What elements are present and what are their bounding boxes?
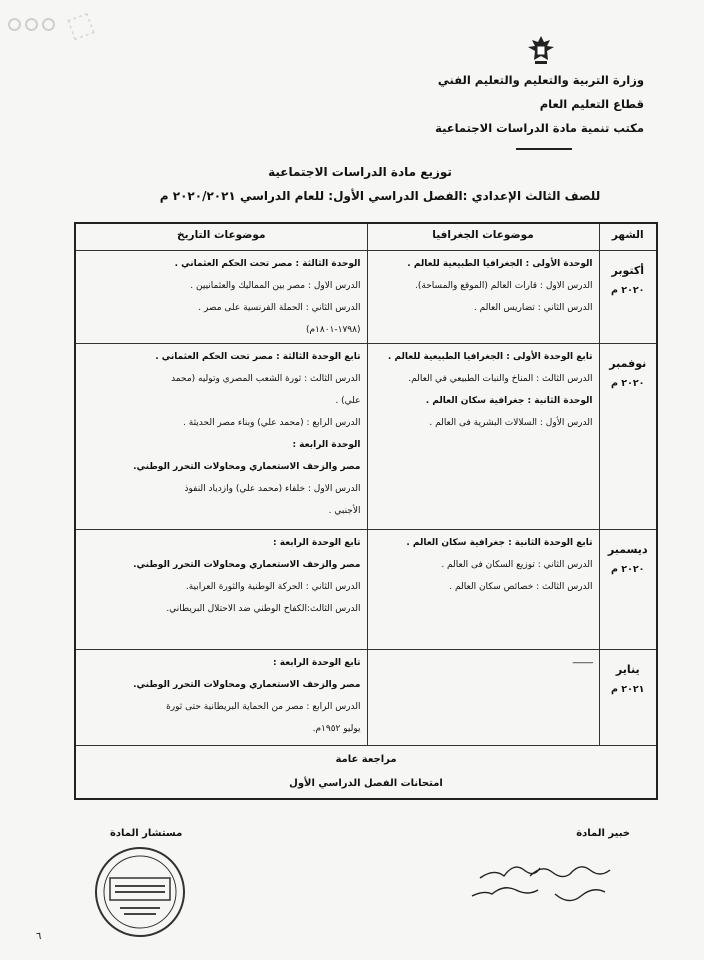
header-month: الشهر <box>599 223 657 251</box>
hist-line: علي) . <box>335 396 361 406</box>
geography-cell <box>367 251 599 344</box>
geography-cell <box>367 530 599 650</box>
header-history: موضوعات التاريخ <box>75 223 367 251</box>
hist-line: مصر والزحف الاستعماري ومحاولات التحرر الوطني. <box>133 462 361 472</box>
hist-line: مصر والزحف الاستعماري ومحاولات التحرر الوطني. <box>133 680 361 690</box>
ministry-name: وزارة التربية والتعليم والتعليم الفني <box>437 73 644 87</box>
review-row <box>75 746 657 800</box>
schedule-table <box>74 222 658 800</box>
geo-line: الدرس الأول : السلالات البشرية فى العالم . <box>429 418 593 428</box>
geo-line: الوحدة الأولى : الجغرافيا الطبيعية للعالم . <box>407 259 593 269</box>
month-year: ٢٠٢٠ م <box>611 564 645 575</box>
month-name: يناير <box>615 663 640 676</box>
page-number: ٦ <box>36 931 42 942</box>
expert-signature-label: خبير المادة <box>576 828 630 839</box>
table-row <box>75 530 657 650</box>
title-line-1: توزيع مادة الدراسات الاجتماعية <box>268 165 452 179</box>
month-cell <box>599 251 657 344</box>
hist-line: الأجنبي . <box>328 506 361 516</box>
hist-line: تابع الوحدة الثالثة : مصر تحت الحكم العثماني . <box>155 352 361 362</box>
table-row <box>75 251 657 344</box>
geo-line: الدرس الثالث : خصائص سكان العالم . <box>449 582 593 592</box>
month-year: ٢٠٢١ م <box>611 684 645 695</box>
history-cell <box>75 650 367 746</box>
review-text: مراجعة عامة <box>335 754 397 765</box>
geo-line: تابع الوحدة الثانية : جغرافية سكان العالم . <box>406 538 593 548</box>
hist-line: تابع الوحدة الرابعة : <box>273 658 361 668</box>
geo-line: الدرس الاول : قارات العالم (الموقع والمساحة). <box>415 281 593 291</box>
table-row <box>75 650 657 746</box>
hist-line: الدرس الرابع : (محمد علي) وبناء مصر الحديثة . <box>183 418 361 428</box>
hist-line: الدرس الاول : مصر بين المماليك والعثمانيين . <box>190 281 361 291</box>
header-divider <box>516 148 572 150</box>
geo-line: الدرس الثاني : تضاريس العالم . <box>473 303 593 313</box>
review-cell <box>75 746 657 800</box>
office-name: مكتب تنمية مادة الدراسات الاجتماعية <box>435 121 644 135</box>
hist-line: الدرس الرابع : مصر من الحماية البريطانية حتى ثورة <box>166 702 361 712</box>
official-stamp-icon <box>90 842 190 942</box>
hist-line: الوحدة الرابعة : <box>292 440 361 450</box>
geo-line: تابع الوحدة الأولى : الجغرافيا الطبيعية للعالم . <box>387 352 593 362</box>
hist-line: الدرس الاول : خلفاء (محمد علي) وازدياد النفوذ <box>184 484 361 494</box>
sector-name: قطاع التعليم العام <box>539 97 644 111</box>
exams-text: امتحانات الفصل الدراسي الأول <box>289 778 443 789</box>
month-name: أكتوبر <box>611 264 645 277</box>
geography-cell <box>367 650 599 746</box>
hist-line: يوليو ١٩٥٢م. <box>312 724 361 734</box>
month-year: ٢٠٢٠ م <box>611 285 645 296</box>
tag-icon[interactable]: ⬚ <box>62 4 99 45</box>
history-cell <box>75 344 367 530</box>
hist-line: الدرس الثالث : ثورة الشعب المصري وتوليه (محمد <box>171 374 361 384</box>
hist-line: تابع الوحدة الرابعة : <box>273 538 361 548</box>
document-page <box>30 20 690 950</box>
geography-cell <box>367 344 599 530</box>
hist-line: مصر والزحف الاستعماري ومحاولات التحرر الوطني. <box>133 560 361 570</box>
month-name: نوفمبر <box>609 357 647 370</box>
month-cell <box>599 530 657 650</box>
eagle-emblem-icon <box>526 34 556 66</box>
handwritten-signature-icon <box>420 858 620 908</box>
history-cell <box>75 251 367 344</box>
month-cell <box>599 650 657 746</box>
geo-line: الوحدة الثانية : جغرافية سكان العالم . <box>425 396 593 406</box>
geo-line: --------- <box>572 658 593 668</box>
hist-line: الدرس الثالث:الكفاح الوطني ضد الاحتلال البريطاني. <box>166 604 361 614</box>
month-name: ديسمبر <box>607 543 648 556</box>
header-geography: موضوعات الجغرافيا <box>367 223 599 251</box>
geo-line: الدرس الثاني : توزيع السكان فى العالم . <box>441 560 593 570</box>
advisor-signature-label: مستشار المادة <box>110 828 183 839</box>
hist-line: الدرس الثاني : الحملة الفرنسية على مصر . <box>198 303 361 313</box>
hist-line: (١٧٩٨-١٨٠١م) <box>305 325 361 335</box>
ministry-header <box>435 68 644 140</box>
month-cell <box>599 344 657 530</box>
hist-line: الوحدة الثالثة : مصر تحت الحكم العثماني . <box>174 259 361 269</box>
geo-line: الدرس الثالث : المناخ والنبات الطبيعي في العالم. <box>408 374 593 384</box>
table-header-row <box>75 223 657 251</box>
month-year: ٢٠٢٠ م <box>611 378 645 389</box>
document-title <box>30 160 690 208</box>
history-cell <box>75 530 367 650</box>
title-line-2: للصف الثالث الإعدادي :الفصل الدراسي الأول: للعام الدراسي ٢٠٢٠/٢٠٢١ م <box>159 189 601 203</box>
table-row <box>75 344 657 530</box>
hist-line: الدرس الثاني : الحركة الوطنية والثورة العرابية. <box>185 582 361 592</box>
